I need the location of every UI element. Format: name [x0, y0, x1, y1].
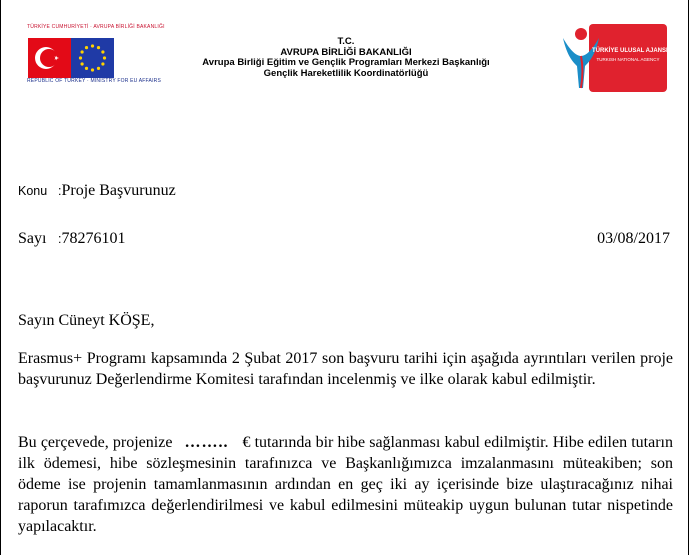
ministry-logo-bottom-text: REPUBLIC OF TURKEY · MINISTRY FOR EU AFFAIRS — [27, 78, 162, 84]
reference-label: Sayı — [18, 230, 47, 247]
turkey-eu-flags-icon — [28, 38, 114, 78]
letter-date: 03/08/2017 — [597, 230, 670, 247]
national-agency-subtitle: TURKISH NATIONAL AGENCY — [596, 57, 660, 62]
letterhead — [151, 37, 541, 79]
subject-row — [18, 182, 176, 200]
subject-label: Konu — [18, 184, 48, 198]
national-agency-logo — [561, 24, 667, 92]
ministry-logo — [27, 24, 165, 88]
paragraph-1: Erasmus+ Programı kapsamında 2 Şubat 2017 son başvuru tarihi için aşağıda ayrıntıları verilen proje başvurunuz Değerlendirme Komitesi tarafından incelenmiş ve ilke olarak kabul edilmiştir. — [18, 350, 673, 388]
letterhead-line-2: AVRUPA BİRLİĞİ BAKANLIĞI — [280, 46, 412, 58]
national-agency-title: TÜRKİYE ULUSAL AJANSI — [592, 48, 668, 54]
ministry-logo-top-text: TÜRKİYE CUMHURİYETİ · AVRUPA BİRLİĞİ BAKANLIĞI — [27, 24, 165, 30]
grant-amount-placeholder: …….. — [184, 434, 229, 451]
reference-row — [18, 230, 125, 248]
paragraph-2-body: € tutarında bir hibe sağlanması kabul edilmiştir. Hibe edilen tutarın ilk ödemesi, hibe sözleşmesinin tarafınızca ve Başkanlığımızca imzalanmasını müteakiben; son ödeme ise projenin tamamlanmasının ardından en geç iki ay içerisinde bize ulaştıracağınız nihai raporun tarafımızca değerlendirilmesi ve kabul edilmesini müteakip uygun bulunan tutar nispetinde yapılacaktır. — [18, 434, 674, 535]
letterhead-line-4: Gençlik Hareketlilik Koordinatörlüğü — [263, 67, 429, 79]
paragraph-2-intro: Bu çerçevede, projenize — [18, 434, 173, 451]
paragraph-2 — [18, 432, 673, 537]
reference-separator: : — [58, 232, 62, 246]
subject-value: Proje Başvurunuz — [61, 182, 176, 199]
letterhead-line-1: T.C. — [337, 36, 355, 47]
subject-separator: : — [58, 184, 62, 198]
reference-value: 78276101 — [61, 230, 126, 247]
letterhead-line-3: Avrupa Birliği Eğitim ve Gençlik Programları Merkezi Başkanlığı — [202, 57, 490, 68]
greeting: Sayın Cüneyt KÖŞE, — [18, 312, 155, 329]
